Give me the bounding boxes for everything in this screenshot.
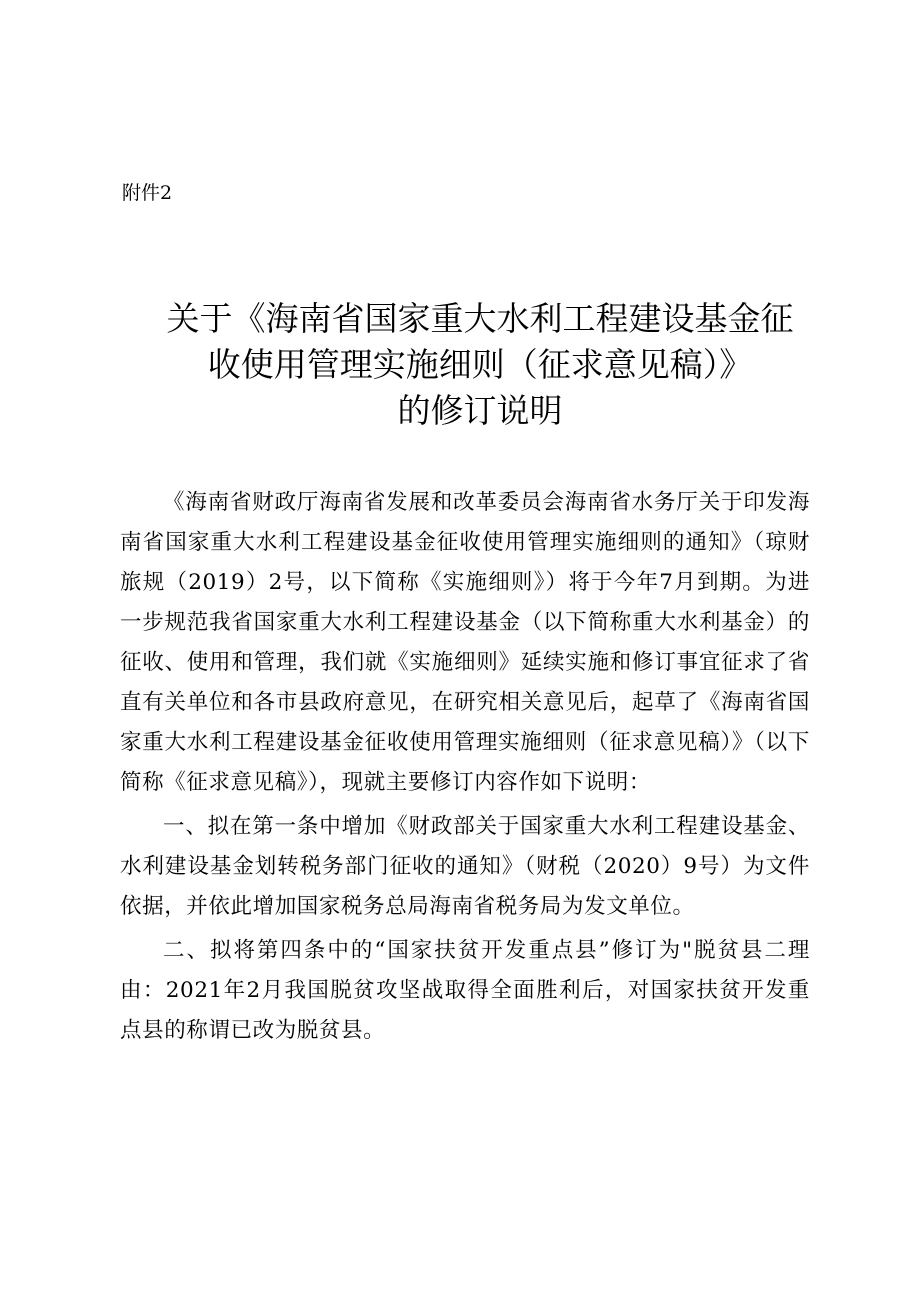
paragraph-item-1: 一、拟在第一条中增加《财政部关于国家重大水利工程建设基金、水利建设基金划转税务部门征收的通知》（财税（2020）9号）为文件依据，并依此增加国家税务总局海南省税务局为发文单位。 — [120, 814, 810, 919]
title-line-1: 关于《海南省国家重大水利工程建设基金征 — [166, 299, 794, 338]
document-body — [120, 483, 810, 1055]
document-title — [140, 296, 820, 434]
attachment-label: 附件2 — [122, 182, 173, 204]
title-line-3: 的修订说明 — [397, 391, 563, 430]
paragraph-item-2: 二、拟将第四条中的“国家扶贫开发重点县”修订为"脱贫县二理由：2021年2月我国脱贫攻坚战取得全面胜利后，对国家扶贫开发重点县的称谓已改为脱贫县。 — [120, 938, 810, 1043]
paragraph-intro: 《海南省财政厅海南省发展和改革委员会海南省水务厅关于印发海南省国家重大水利工程建设基金征收使用管理实施细则的通知》（琼财旅规（2019）2号，以下简称《实施细则》）将于今年7月到期。为进一步规范我省国家重大水利工程建设基金（以下简称重大水利基金）的征收、使用和管理，我们就《实施细则》延续实施和修订事宜征求了省直有关单位和各市县政府意见，在研究相关意见后，起草了《海南省国家重大水利工程建设基金征收使用管理实施细则（征求意见稿）》（以下简称《征求意见稿》），现就主要修订内容作如下说明： — [120, 490, 810, 795]
title-line-2: 收使用管理实施细则（征求意见稿）》 — [207, 345, 753, 384]
